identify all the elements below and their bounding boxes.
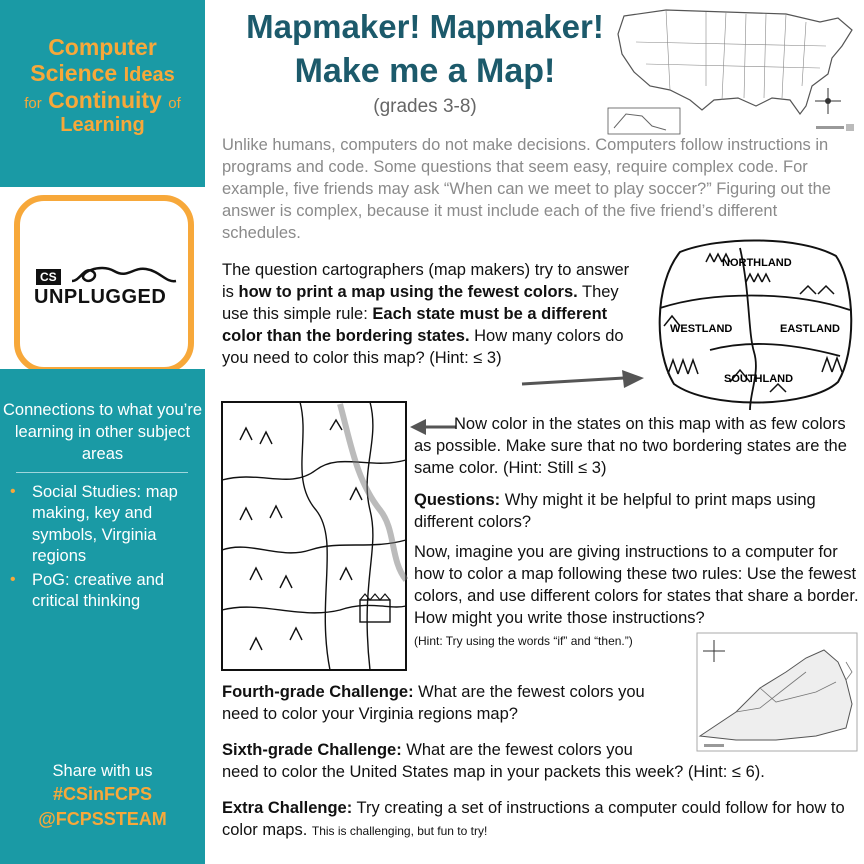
sidebar-title-science: Science bbox=[30, 60, 118, 87]
share-line: Share with us bbox=[52, 762, 153, 780]
sidebar-divider bbox=[16, 472, 188, 473]
map-label-northland: NORTHLAND bbox=[722, 257, 792, 269]
sidebar-title-line1: Computer bbox=[48, 34, 157, 60]
extra-challenge-text: Try creating a set of instructions a computer could follow for how to color maps. bbox=[222, 799, 845, 839]
sidebar bbox=[0, 0, 205, 864]
questions-label: Questions: bbox=[414, 491, 501, 509]
questions-text: Why might it be helpful to print maps using different colors? bbox=[414, 491, 816, 531]
connection-pog: • PoG: creative and critical thinking bbox=[8, 570, 198, 613]
fourth-grade-label: Fourth-grade Challenge: bbox=[222, 683, 414, 701]
page-title-line1: Mapmaker! Mapmaker! bbox=[246, 8, 604, 45]
question-bold-2: Each state must be a different color than the bordering states. bbox=[222, 304, 608, 345]
question-bold-1: how to print a map using the fewest colors. bbox=[238, 282, 578, 301]
question-paragraph bbox=[222, 260, 637, 370]
compass-rose-icon bbox=[815, 88, 841, 114]
us-map-illustration bbox=[606, 2, 862, 137]
cs-unplugged-logo bbox=[14, 195, 194, 373]
fourth-grade-paragraph bbox=[222, 682, 682, 726]
share-handle: @FCPSSTEAM bbox=[38, 808, 167, 829]
intro-paragraph: Unlike humans, computers do not make decisions. Computers follow instructions in programs and code. Some questions that seem easy, require complex code. For example, five friends may ask “When can we meet to play soccer?” Figuring out the answer is complex, because it must include each of the five friend’s different schedules. bbox=[222, 136, 831, 242]
map-label-westland: WESTLAND bbox=[670, 323, 733, 335]
virginia-map-illustration bbox=[696, 632, 858, 752]
sixth-grade-text-2: need to color the United States map in your packets this week? (Hint: ≤ 6). bbox=[222, 762, 765, 781]
fantasy-map-illustration bbox=[650, 232, 858, 412]
logo-cs-tag: CS bbox=[36, 269, 61, 285]
sidebar-title bbox=[0, 34, 205, 137]
connection-social-studies: • Social Studies: map making, key and symbols, Virginia regions bbox=[8, 482, 198, 568]
sidebar-title-for: for bbox=[24, 95, 42, 113]
question-text-3: How many colors do you need to color this map? (Hint: ≤ 3) bbox=[222, 326, 624, 367]
map-label-eastland: EASTLAND bbox=[780, 323, 840, 335]
arrow-right-icon bbox=[520, 370, 646, 392]
share-hashtag: #CSinFCPS bbox=[52, 784, 153, 805]
sixth-grade-label: Sixth-grade Challenge: bbox=[222, 741, 402, 759]
sixth-grade-text-1: What are the fewest colors you bbox=[401, 741, 633, 759]
logo-unplugged-word: UNPLUGGED bbox=[34, 286, 167, 308]
extra-challenge-paragraph bbox=[222, 798, 852, 842]
sixth-grade-paragraph bbox=[222, 740, 862, 784]
sidebar-title-of: of bbox=[168, 95, 181, 113]
imagine-hint: (Hint: Try using the words “if” and “then.”) bbox=[414, 633, 633, 648]
sidebar-title-ideas: Ideas bbox=[123, 64, 175, 87]
share-block bbox=[0, 760, 205, 831]
grades-label: (grades 3-8) bbox=[373, 96, 477, 117]
page-title-line2: Make me a Map! bbox=[294, 52, 556, 90]
question-text-1: The question cartographers (map makers) try to answer is bbox=[222, 261, 630, 301]
coloring-map-illustration bbox=[220, 400, 408, 672]
connections-heading: Connections to what you’re learning in other subject areas bbox=[2, 401, 203, 463]
extra-challenge-note: This is challenging, but fun to try! bbox=[311, 823, 488, 838]
questions-paragraph bbox=[414, 490, 844, 534]
color-states-paragraph: Now color in the states on this map with as few colors as possible. Make sure that no two bordering states are the same color. (Hint: Still ≤ 3) bbox=[414, 415, 847, 477]
question-text-2: They use this simple rule: bbox=[222, 282, 619, 323]
sidebar-title-continuity: Continuity bbox=[48, 87, 162, 114]
extra-challenge-label: Extra Challenge: bbox=[222, 799, 353, 817]
connections-list bbox=[8, 482, 198, 615]
imagine-text: Now, imagine you are giving instructions to a computer for how to color a map following these two rules: Use the fewest colors, and use different colors for states that share a border. How might you write those instructions? bbox=[414, 543, 859, 627]
map-label-southland: SOUTHLAND bbox=[724, 373, 794, 385]
sidebar-title-learning: Learning bbox=[60, 113, 145, 136]
fourth-grade-text: What are the fewest colors you need to color your Virginia regions map? bbox=[222, 683, 645, 723]
